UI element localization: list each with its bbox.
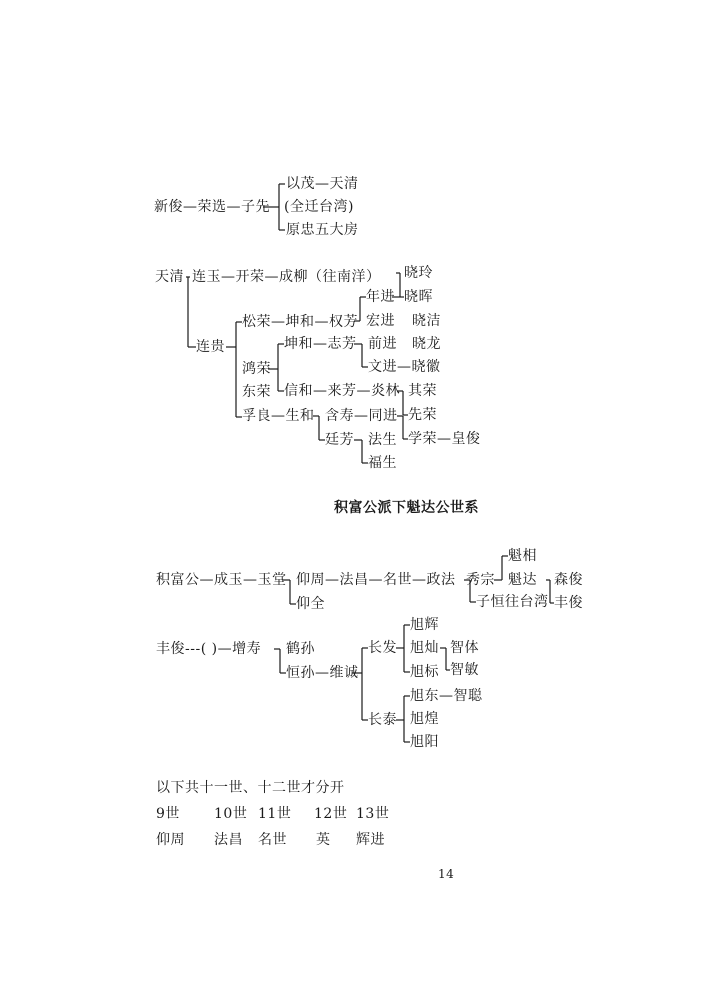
- tree2-s2: 鸿荣: [242, 361, 271, 377]
- tree4-h1: 鹤孙: [286, 641, 315, 657]
- tree3-m1a: 秀宗: [466, 572, 495, 588]
- tree2-s1-child-2: 宏进: [366, 313, 395, 329]
- tree3-m1: 仰周—法昌—名世—政法: [296, 572, 456, 588]
- footer-gen-3: 11世: [258, 806, 292, 822]
- tree2-root: 天清: [155, 269, 184, 285]
- tree1-child-1: 以茂—天清: [286, 176, 359, 192]
- tree4-c2a: 旭东—智聪: [410, 688, 483, 704]
- tree4-c2c: 旭阳: [410, 734, 439, 750]
- tree2-a-child-2: 晓晖: [404, 289, 433, 305]
- tree2-s3a: 信和—来芳—炎林: [284, 383, 400, 399]
- tree2-s4b-child-1: 法生: [368, 432, 397, 448]
- tree2-s3: 东荣: [242, 384, 271, 400]
- tree2-s1-child-1: 年进: [366, 289, 395, 305]
- tree4-c1: 长发: [368, 640, 397, 656]
- tree1-child-3: 原忠五大房: [286, 222, 359, 238]
- footer-gen-5: 13世: [356, 806, 390, 822]
- tree4-root: 丰俊---( )—增寿: [156, 641, 262, 657]
- tree2-branch-b: 连贵: [196, 339, 225, 355]
- tree2-s1: 松荣—坤和—权芳: [242, 314, 358, 330]
- footer-name-1: 仰周: [156, 832, 185, 848]
- footer-gen-1: 9世: [156, 806, 180, 822]
- tree4-c1c: 旭标: [410, 664, 439, 680]
- tree2-s2a-child-1: 前进: [368, 336, 397, 352]
- tree2-s4b: 廷芳: [325, 432, 354, 448]
- tree2-a-child-1: 晓玲: [404, 265, 433, 281]
- tree4-c1b-2: 智敏: [450, 662, 479, 678]
- tree2-s3a-child-2: 先荣: [408, 407, 437, 423]
- tree3-m2: 仰全: [296, 596, 325, 612]
- tree3-m1b: 子恒往台湾: [476, 594, 549, 610]
- tree4-h2: 恒孙—维诚: [286, 665, 359, 681]
- footer-name-5: 辉进: [356, 832, 385, 848]
- footer-gen-4: 12世: [314, 806, 348, 822]
- tree2-s2a-child-2: 文进—晓徽: [368, 359, 441, 375]
- tree2-s3a-child-1: 其荣: [408, 383, 437, 399]
- footer-name-4: 英: [316, 832, 331, 848]
- footer-note: 以下共十一世、十二世才分开: [156, 780, 345, 796]
- tree4-c2b: 旭煌: [410, 711, 439, 727]
- tree1-lineage: 新俊—荣选—子先: [154, 199, 270, 215]
- tree1-child-2: (全迁台湾): [284, 199, 354, 215]
- tree4-c1b: 旭灿: [410, 640, 439, 656]
- tree2-s4c: 学荣—皇俊: [408, 431, 481, 447]
- tree2-branch-a: 连玉—开荣—成柳（往南洋）: [192, 269, 381, 285]
- tree2-s4b-child-2: 福生: [368, 455, 397, 471]
- footer-gen-2: 10世: [214, 806, 248, 822]
- tree3-m1a-2b: 丰俊: [554, 595, 583, 611]
- tree2-s2a: 坤和—志芳: [284, 336, 357, 352]
- tree4-c2: 长泰: [368, 712, 397, 728]
- tree4-c1a: 旭辉: [410, 617, 439, 633]
- tree2-s4: 孚良—生和: [242, 408, 315, 424]
- tree3-main: 积富公—成玉—玉堂: [156, 572, 287, 588]
- tree3-m1a-1: 魁相: [508, 548, 537, 564]
- tree2-s1-child-3: 晓洁: [412, 313, 441, 329]
- tree4-c1b-1: 智体: [450, 640, 479, 656]
- page-number: 14: [438, 867, 455, 881]
- footer-name-2: 法昌: [214, 832, 243, 848]
- section-title: 积富公派下魁达公世系: [334, 500, 479, 516]
- footer-name-3: 名世: [258, 832, 287, 848]
- tree3-m1a-2a: 森俊: [554, 572, 583, 588]
- tree2-s4a: 含寿—同进: [325, 408, 398, 424]
- tree2-s2a-child-1x: 晓龙: [412, 336, 441, 352]
- tree3-m1a-2: 魁达: [508, 572, 537, 588]
